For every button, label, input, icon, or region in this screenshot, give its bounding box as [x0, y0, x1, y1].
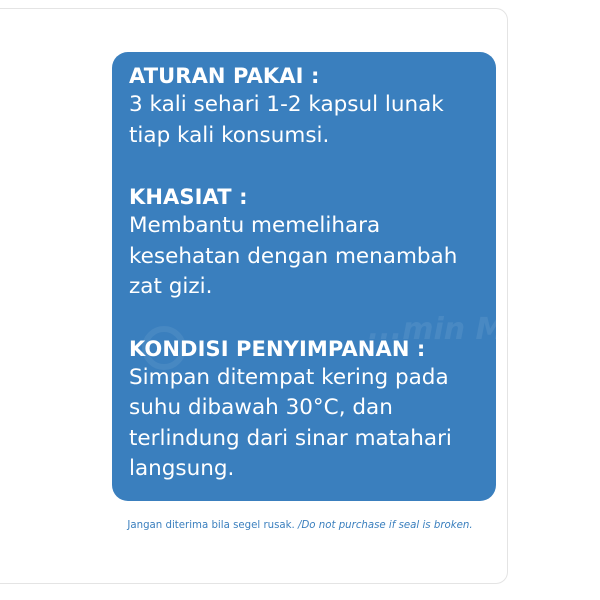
info-panel — [112, 52, 496, 501]
usage-text: 3 kali sehari 1-2 kapsul lunak tiap kali konsumsi. — [129, 92, 444, 148]
usage-section — [129, 62, 482, 151]
seal-warning-indonesian: Jangan diterima bila segel rusak. — [127, 520, 299, 531]
storage-text: Simpan ditempat kering pada suhu dibawah 30°C, dan terlindung dari sinar matahari langsung. — [129, 364, 452, 481]
benefit-text: Membantu memelihara kesehatan dengan menambah zat gizi. — [129, 213, 458, 299]
seal-warning-english: /Do not purchase if seal is broken. — [298, 520, 473, 531]
storage-section — [129, 335, 482, 485]
storage-heading: KONDISI PENYIMPANAN : — [129, 336, 426, 361]
benefit-section — [129, 183, 482, 303]
usage-heading: ATURAN PAKAI : — [129, 64, 320, 88]
seal-warning — [0, 520, 600, 531]
watermark-text: Murah — [475, 312, 584, 347]
benefit-heading: KHASIAT : — [129, 185, 248, 209]
